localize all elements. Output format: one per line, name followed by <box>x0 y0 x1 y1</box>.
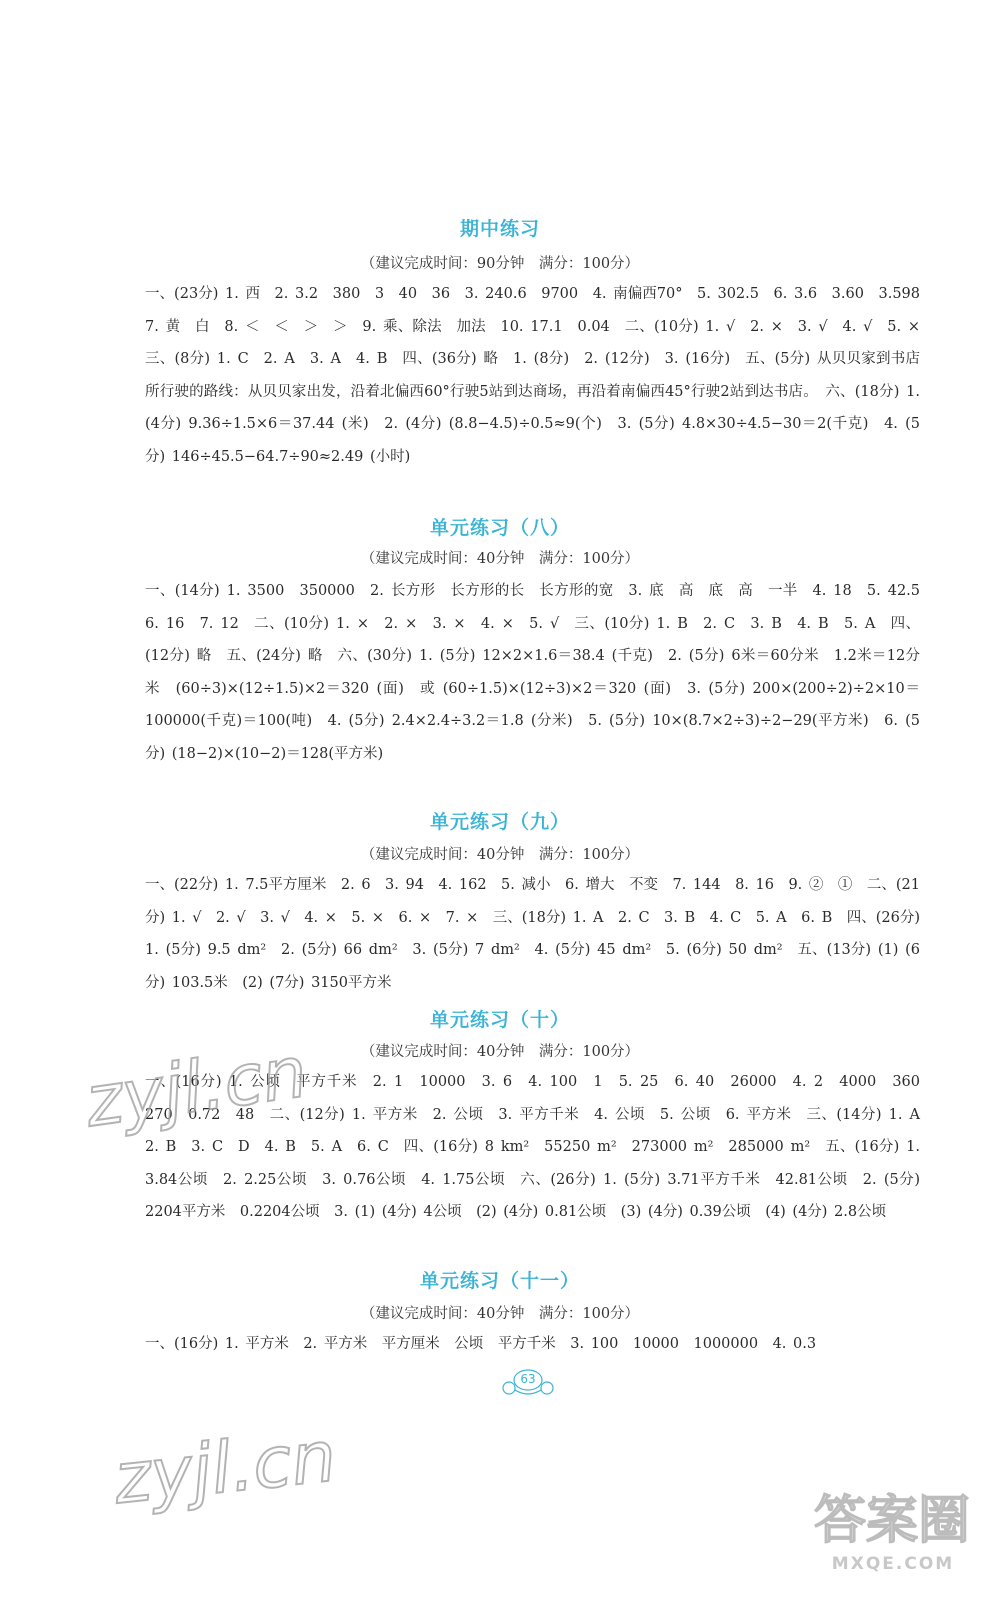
section-title-unit-10: 单元练习（十） <box>429 1009 570 1031</box>
svg-text:zyjl.cn: zyjl.cn <box>110 1415 340 1521</box>
stamp-logo-icon <box>808 1478 978 1558</box>
section-subtitle-unit-10: （建议完成时间：40分钟 满分：100分） <box>360 1044 640 1060</box>
watermark-lettering-icon <box>76 1018 386 1149</box>
section-subtitle-unit-8: （建议完成时间：40分钟 满分：100分） <box>360 551 640 567</box>
section-title-unit-9: 单元练习（九） <box>429 811 570 833</box>
svg-text:答案圈: 答案圈 <box>814 1491 971 1551</box>
section-title-midterm: 期中练习 <box>459 218 540 240</box>
section-answer-midterm: 一、(23分) 1. 西 2. 3.2 380 3 40 36 3. 240.6 9700 4. 南偏西70° 5. 302.5 6. 3.6 3.60 3.598 7. 黄 白 8. ＜ ＜ ＞ ＞ 9. 乘、除法 加法 10. 17.1 0.04 二、(10分) 1. √ 2. × 3. √ 4. √ 5. × 三、(8分) 1. C 2. A 3. A 4. B 四、(36分) 略 1. (8分) 2. (12分) 3. (16分) 五、(5分) 从贝贝家到书店所行驶的路线：从贝贝家出发，沿着北偏西60°行驶5站到达商场，再沿着南偏西45°行驶2站到达书店。 六、(18分) 1. (4分) 9.36÷1.5×6＝37.44 (米) 2. (4分) (8.8−4.5)÷0.5≈9(个) 3. (5分) 4.8×30÷4.5−30＝2(千克) 4. (5分) 146÷45.5−64.7÷90≈2.49 (小时) <box>145 286 935 465</box>
corner-stamp-logo <box>808 1478 978 1588</box>
section-answer-unit-8: 一、(14分) 1. 3500 350000 2. 长方形 长方形的长 长方形的宽 3. 底 高 底 高 一半 4. 18 5. 42.5 6. 16 7. 12 二、(10分) 1. × 2. × 3. × 4. × 5. √ 三、(10分) 1. B 2. C 3. B 4. B 5. A 四、(12分) 略 五、(24分) 略 六、(30分) 1. (5分) 12×2×1.6＝38.4 (千克) 2. (5分) 6米＝60分米 1.2米＝12分米 (60÷3)×(12÷1.5)×2＝320 (面) 或 (60÷1.5)×(12÷3)×2＝320 (面) 3. (5分) 200×(200÷2)÷2×10＝100000(千克)＝100(吨) 4. (5分) 2.4×2.4÷3.2＝1.8 (分米) 5. (5分) 10×(8.7×2÷3)÷2−29(平方米) 6. (5分) (18−2)×(10−2)＝128(平方米) <box>145 583 935 762</box>
watermark-logo-lower <box>106 1405 414 1530</box>
page-number: 63 <box>520 1372 536 1386</box>
section-answer-unit-9: 一、(22分) 1. 7.5平方厘米 2. 6 3. 94 4. 162 5. 减小 6. 增大 不变 7. 144 8. 16 9. ② ① 二、(21分) 1. √ 2. √ 3. √ 4. × 5. × 6. × 7. × 三、(18分) 1. A 2. C 3. B 4. C 5. A 6. B 四、(26分) 1. (5分) 9.5 dm² 2. (5分) 66 dm² 3. (5分) 7 dm² 4. (5分) 45 dm² 5. (6分) 50 dm² 五、(13分) (1) (6分) 103.5米 (2) (7分) 3150平方米 <box>145 877 921 991</box>
page-number-badge <box>497 1368 559 1400</box>
section-answer-unit-10: 一、(16分) 1. 公顷 平方千米 2. 1 10000 3. 6 4. 100 1 5. 25 6. 40 26000 4. 2 4000 360 270 0.72 48 二、(12分) 1. 平方米 2. 公顷 3. 平方千米 4. 公顷 5. 公顷 6. 平方米 三、(14分) 1. A 2. B 3. C D 4. B 5. A 6. C 四、(16分) 8 km² 55250 m² 273000 m² 285000 m² 五、(16分) 1. 3.84公顷 2. 2.25公顷 3. 0.76公顷 4. 1.75公顷 六、(26分) 1. (5分) 3.71平方千米 42.81公顷 2. (5分) 2204平方米 0.2204公顷 3. (1) (4分) 4公顷 (2) (4分) 0.81公顷 (3) (4分) 0.39公顷 (4) (4分) 2.8公顷 <box>145 1074 935 1220</box>
section-title-unit-11: 单元练习（十一） <box>419 1270 580 1292</box>
section-subtitle-unit-9: （建议完成时间：40分钟 满分：100分） <box>360 847 640 863</box>
section-subtitle-midterm: （建议完成时间：90分钟 满分：100分） <box>360 256 640 272</box>
section-subtitle-unit-11: （建议完成时间：40分钟 满分：100分） <box>360 1306 640 1322</box>
watermark-lettering-icon <box>106 1405 414 1526</box>
section-answer-unit-11: 一、(16分) 1. 平方米 2. 平方米 平方厘米 公顷 平方千米 3. 100 10000 1000000 4. 0.3 <box>145 1336 817 1352</box>
section-title-unit-8: 单元练习（八） <box>429 517 570 539</box>
svg-text:zyjl.cn: zyjl.cn <box>80 1030 312 1144</box>
stamp-domain-text: MXQE.COM <box>831 1554 955 1574</box>
